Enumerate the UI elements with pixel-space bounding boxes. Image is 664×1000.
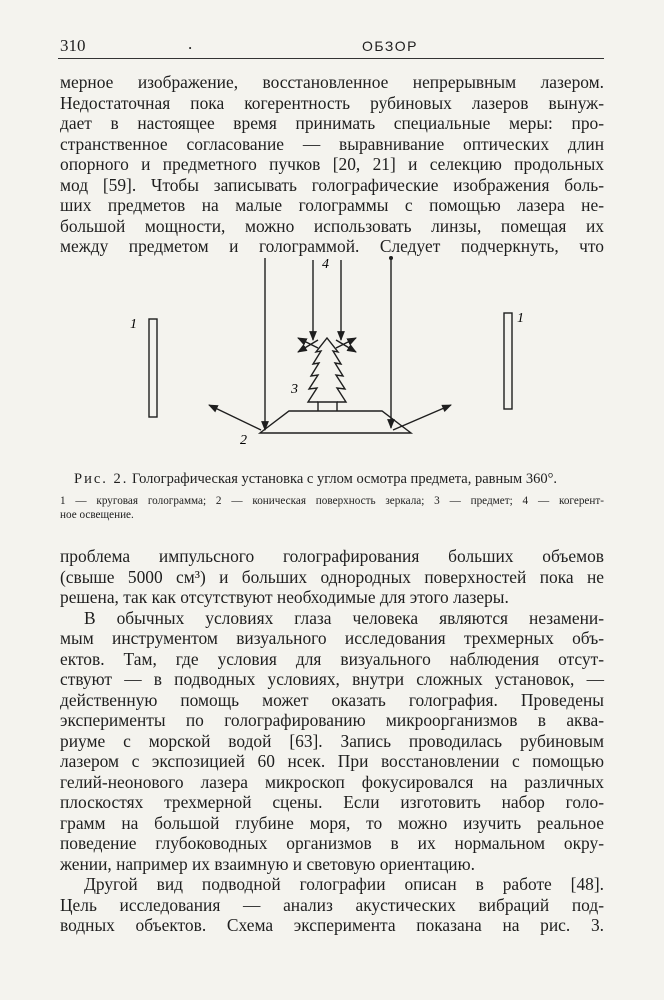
text-line: жении, например их взаимную и световую ориентацию. <box>60 853 475 874</box>
legend-line: 1 — круговая голограмма; 2 — коническая поверхность зеркала; 3 — предмет; 4 — когерент- <box>60 495 604 507</box>
reflected-right <box>393 405 451 430</box>
text-line: поведение глубоководных организмов в их нормальном окру- <box>60 833 604 853</box>
object-stand <box>318 402 337 411</box>
caption-text: Голографическая установка с углом осмотра предмета, равным 360°. <box>132 471 558 487</box>
text-line: (свыше 5000 см³) и больших однородных поверхностей пока не <box>60 566 604 587</box>
running-title: ОБЗОР <box>362 38 418 54</box>
text-line: ектов. Там, где условия для визуального наблюдения отсут- <box>60 648 604 669</box>
figure-legend <box>60 494 604 522</box>
text-line: грамм на большой глубине моря, то можно изучить реальное <box>60 812 604 833</box>
text-line: лазером с экспозицией 60 нсек. При восстановлении с помощью <box>60 751 604 771</box>
setup-diagram <box>60 248 604 470</box>
text-line: эксперименты по голографированию микроорганизмов в аква- <box>60 710 604 730</box>
text-line: действенную помощь может оказать голография. Проведены <box>60 689 604 710</box>
text-line: ствуют — в подводных условиях, внутри сложных установок, — <box>60 669 604 689</box>
text-line: дает в настоящее время принимать специальные меры: про- <box>60 113 604 133</box>
hologram-left <box>149 319 157 417</box>
legend-line: ное освещение. <box>60 509 134 521</box>
page-number: 310 <box>60 36 86 55</box>
text-line: опорного и предметного пучков [20, 21] и селекцию продольных <box>60 154 604 174</box>
text-line: Недостаточная пока когерентность рубиновых лазеров вынуж- <box>60 92 604 113</box>
text-line: Цель исследования — анализ акустических вибраций под- <box>60 894 604 915</box>
label-hologram-right: 1 <box>517 311 524 326</box>
label-mirror: 2 <box>240 433 247 448</box>
text-line: В обычных условиях глаза человека являются незамени- <box>84 607 604 628</box>
conical-mirror <box>260 411 411 433</box>
paragraph-bottom <box>60 546 604 936</box>
text-line: водных объектов. Схема эксперимента показана на рис. 3. <box>60 915 604 935</box>
page-header <box>58 36 604 59</box>
label-hologram-left: 1 <box>130 317 137 332</box>
label-beam: 4 <box>322 257 329 272</box>
text-line: плоскостях трехмерной сцены. Если изготовить набор голо- <box>60 792 604 812</box>
text-line: большой мощности, можно использовать линзы, помещая их <box>60 215 604 236</box>
text-line: мерное изображение, восстановленное непрерывным лазером. <box>60 72 604 92</box>
beam-source-dot <box>389 256 393 260</box>
tree-object <box>308 338 346 402</box>
text-line: ших предметов на малые голограммы с помощью лазера не- <box>60 195 604 215</box>
hologram-right <box>504 313 512 409</box>
text-line: между предметом и голограммой. Следует подчеркнуть, что <box>60 236 604 256</box>
header-dot: . <box>188 34 193 53</box>
reflected-left <box>209 405 261 430</box>
figure-caption <box>74 471 604 488</box>
text-line: Другой вид подводной голографии описан в работе [48]. <box>84 874 604 894</box>
text-line: странственное согласование — выравнивание оптических длин <box>60 133 604 154</box>
text-line: мод [59]. Чтобы записывать голографические изображения боль- <box>60 174 604 195</box>
caption-lead: Рис. 2. <box>74 471 129 487</box>
label-object: 3 <box>291 382 298 397</box>
figure-holographic-setup <box>60 248 604 470</box>
paragraph-top <box>60 72 604 257</box>
text-line: проблема импульсного голографирования больших объемов <box>60 546 604 566</box>
text-line: мым инструментом визуального исследования трехмерных объ- <box>60 628 604 648</box>
text-line: гелий-неонового лазера микроскоп фокусировался на различных <box>60 771 604 792</box>
text-line: решена, так как отсутствуют необходимые для этого лазеры. <box>60 587 509 607</box>
text-line: риуме с морской водой [63]. Запись проводилась рубиновым <box>60 730 604 751</box>
